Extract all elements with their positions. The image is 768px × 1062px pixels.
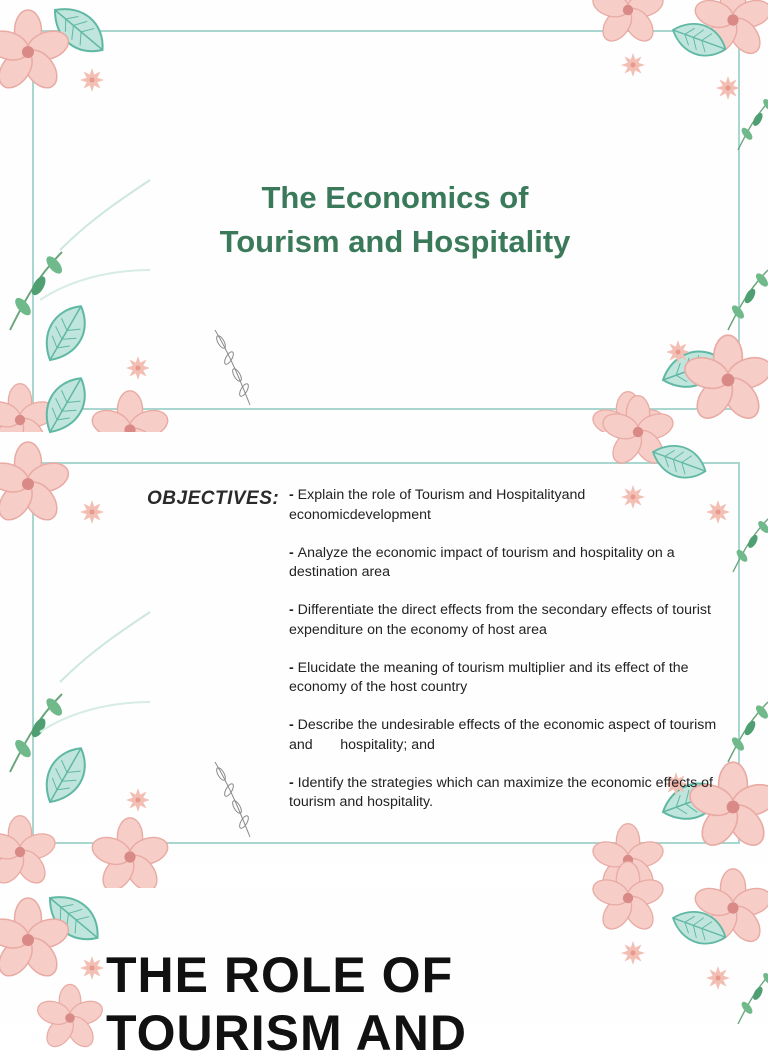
- list-item: - Describe the undesirable effects of the economic aspect of tourism and hospitality; and: [289, 716, 729, 755]
- section-heading: [106, 946, 467, 1062]
- list-item: - Explain the role of Tourism and Hospitalityand economicdevelopment: [289, 486, 729, 525]
- list-item: - Identify the strategies which can maximize the economic effects of tourism and hospitality.: [289, 774, 729, 813]
- role-slide: [0, 888, 768, 1061]
- fern-sprig-decoration: [205, 320, 265, 410]
- floral-decoration-left: [0, 432, 170, 864]
- slide-title: [120, 176, 670, 264]
- list-item: - Differentiate the direct effects from the secondary effects of tourist expenditure on the economy of host area: [289, 601, 729, 640]
- title-slide: [0, 0, 768, 432]
- title-line-1: The Economics of: [261, 180, 529, 215]
- floral-decoration-right: [528, 888, 768, 1024]
- objectives-slide: [0, 432, 768, 864]
- fern-sprig-decoration: [205, 752, 265, 842]
- title-line-2: Tourism and Hospitality: [219, 224, 571, 259]
- objectives-label: OBJECTIVES:: [147, 488, 280, 509]
- heading-line-2: TOURISM AND: [106, 1005, 467, 1061]
- list-item: - Analyze the economic impact of tourism and hospitality on a destination area: [289, 544, 729, 583]
- heading-line-1: THE ROLE OF: [106, 947, 454, 1003]
- list-item: - Elucidate the meaning of tourism multiplier and its effect of the economy of the host country: [289, 659, 729, 698]
- objectives-list: [289, 486, 729, 831]
